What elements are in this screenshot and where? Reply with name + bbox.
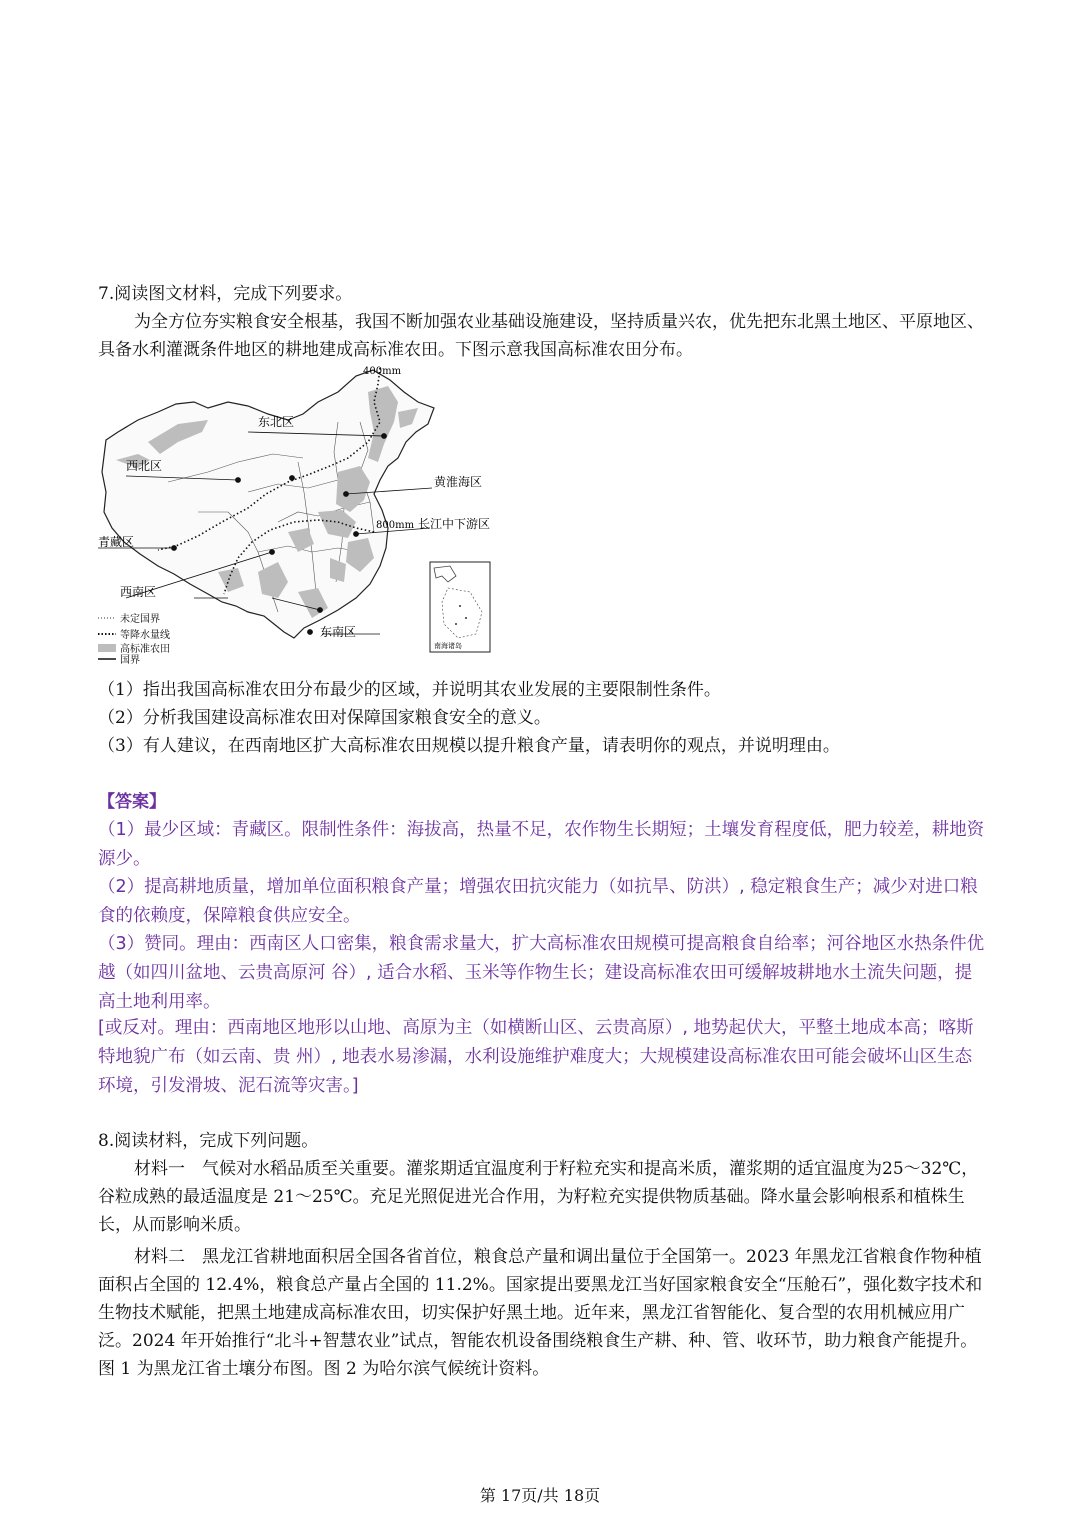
region-northeast: 东北区 — [258, 415, 295, 429]
region-southeast: 东南区 — [320, 625, 357, 639]
answer-4: [或反对。理由：西南地区地形以山地、高原为主（如横断山区、云贵高原）, 地势起伏大，平整土地成本高；喀斯特地貌广布（如云南、贵 州）, 地表水易渗漏，水利设施维护难度大；大规模建设高标准农田可能会破坏山区生态环境，引发滑坡、泥石流等灾害。] — [98, 1018, 974, 1096]
q7-question-2: （2）分析我国建设高标准农田对保障国家粮食安全的意义。 — [98, 708, 551, 728]
q7-question-1: （1）指出我国高标准农田分布最少的区域，并说明其农业发展的主要限制性条件。 — [98, 680, 721, 700]
q8-title: 8.阅读材料，完成下列问题。 — [98, 1131, 319, 1151]
label-400mm: 400mm — [363, 366, 402, 377]
answer-3: （3）赞同。理由：西南区人口密集，粮食需求量大，扩大高标准农田规模可提高粮食自给率；河谷地区水热条件优越（如四川盆地、云贵高原河 谷）, 适合水稻、玉米等作物生长；建设高标准农田可缓解坡耕地水土流失问题，提高土地利用率。 — [98, 934, 985, 1012]
q7-intro: 为全方位夯实粮食安全根基，我国不断加强农业基础设施建设，坚持质量兴农，优先把东北黑土地区、平原地区、具备水利灌溉条件地区的耕地建成高标准农田。下图示意我国高标准农田分布。 — [98, 312, 984, 360]
south-sea-inset — [430, 562, 490, 652]
legend-undetermined-border: 未定国界 — [120, 614, 160, 625]
q8-material-2: 材料二 黑龙江省耕地面积居全国各省首位，粮食总产量和调出量位于全国第一。2023 年黑龙江省粮食作物种植面积占全国的 12.4%，粮食总产量占全国的 11.2%。国家提出要黑龙江当好国家粮食安全“压舱石”，强化数字技术和生物技术赋能，把黑土地建成高标准农田，切实保护好黑土地。近年来，黑龙江省智能化、复合型的农用机械应用广泛。2024 年开始推行“北斗+智慧农业”试点，智能农机设备围绕粮食生产耕、种、管、收环节，助力粮食产能提升。图 1 为黑龙江省土壤分布图。图 2 为哈尔滨气候统计资料。 — [98, 1247, 983, 1379]
map-legend — [98, 612, 170, 666]
legend-farmland: 高标准农田 — [120, 644, 170, 655]
q7-question-3: （3）有人建议，在西南地区扩大高标准农田规模以提升粮食产量，请表明你的观点，并说明理由。 — [98, 736, 840, 756]
legend-national-border: 国界 — [120, 655, 140, 666]
page-footer: 第 17页/共 18页 — [479, 1486, 601, 1505]
label-800mm: 800mm — [376, 520, 415, 531]
region-southwest: 西南区 — [120, 585, 157, 599]
inset-label: 南海诸岛 — [434, 642, 462, 650]
answer-heading: 【答案】 — [98, 792, 166, 812]
region-qingzang: 青藏区 — [98, 535, 135, 549]
q7-title: 7.阅读图文材料，完成下列要求。 — [98, 284, 353, 304]
answer-1: （1）最少区域：青藏区。限制性条件：海拔高，热量不足，农作物生长期短；土壤发育程度低，肥力较差，耕地资源少。 — [98, 820, 985, 869]
q8-material-1: 材料一 气候对水稻品质至关重要。灌浆期适宜温度利于籽粒充实和提高米质，灌浆期的适宜温度为25～32℃，谷粒成熟的最适温度是 21～25℃。充足光照促进光合作用，为籽粒充实提供物质基础。降水量会影响根系和植株生长，从而影响米质。 — [98, 1159, 979, 1235]
region-huanghuaihai: 黄淮海区 — [434, 475, 483, 489]
answer-2: （2）提高耕地质量，增加单位面积粮食产量；增强农田抗灾能力（如抗旱、防洪）, 稳定粮食生产；减少对进口粮食的依赖度，保障粮食供应安全。 — [98, 877, 978, 926]
region-northwest: 西北区 — [126, 459, 163, 473]
china-farmland-map — [98, 362, 500, 666]
region-changjiang: 长江中下游区 — [418, 517, 491, 531]
legend-isohyet: 等降水量线 — [120, 630, 170, 641]
